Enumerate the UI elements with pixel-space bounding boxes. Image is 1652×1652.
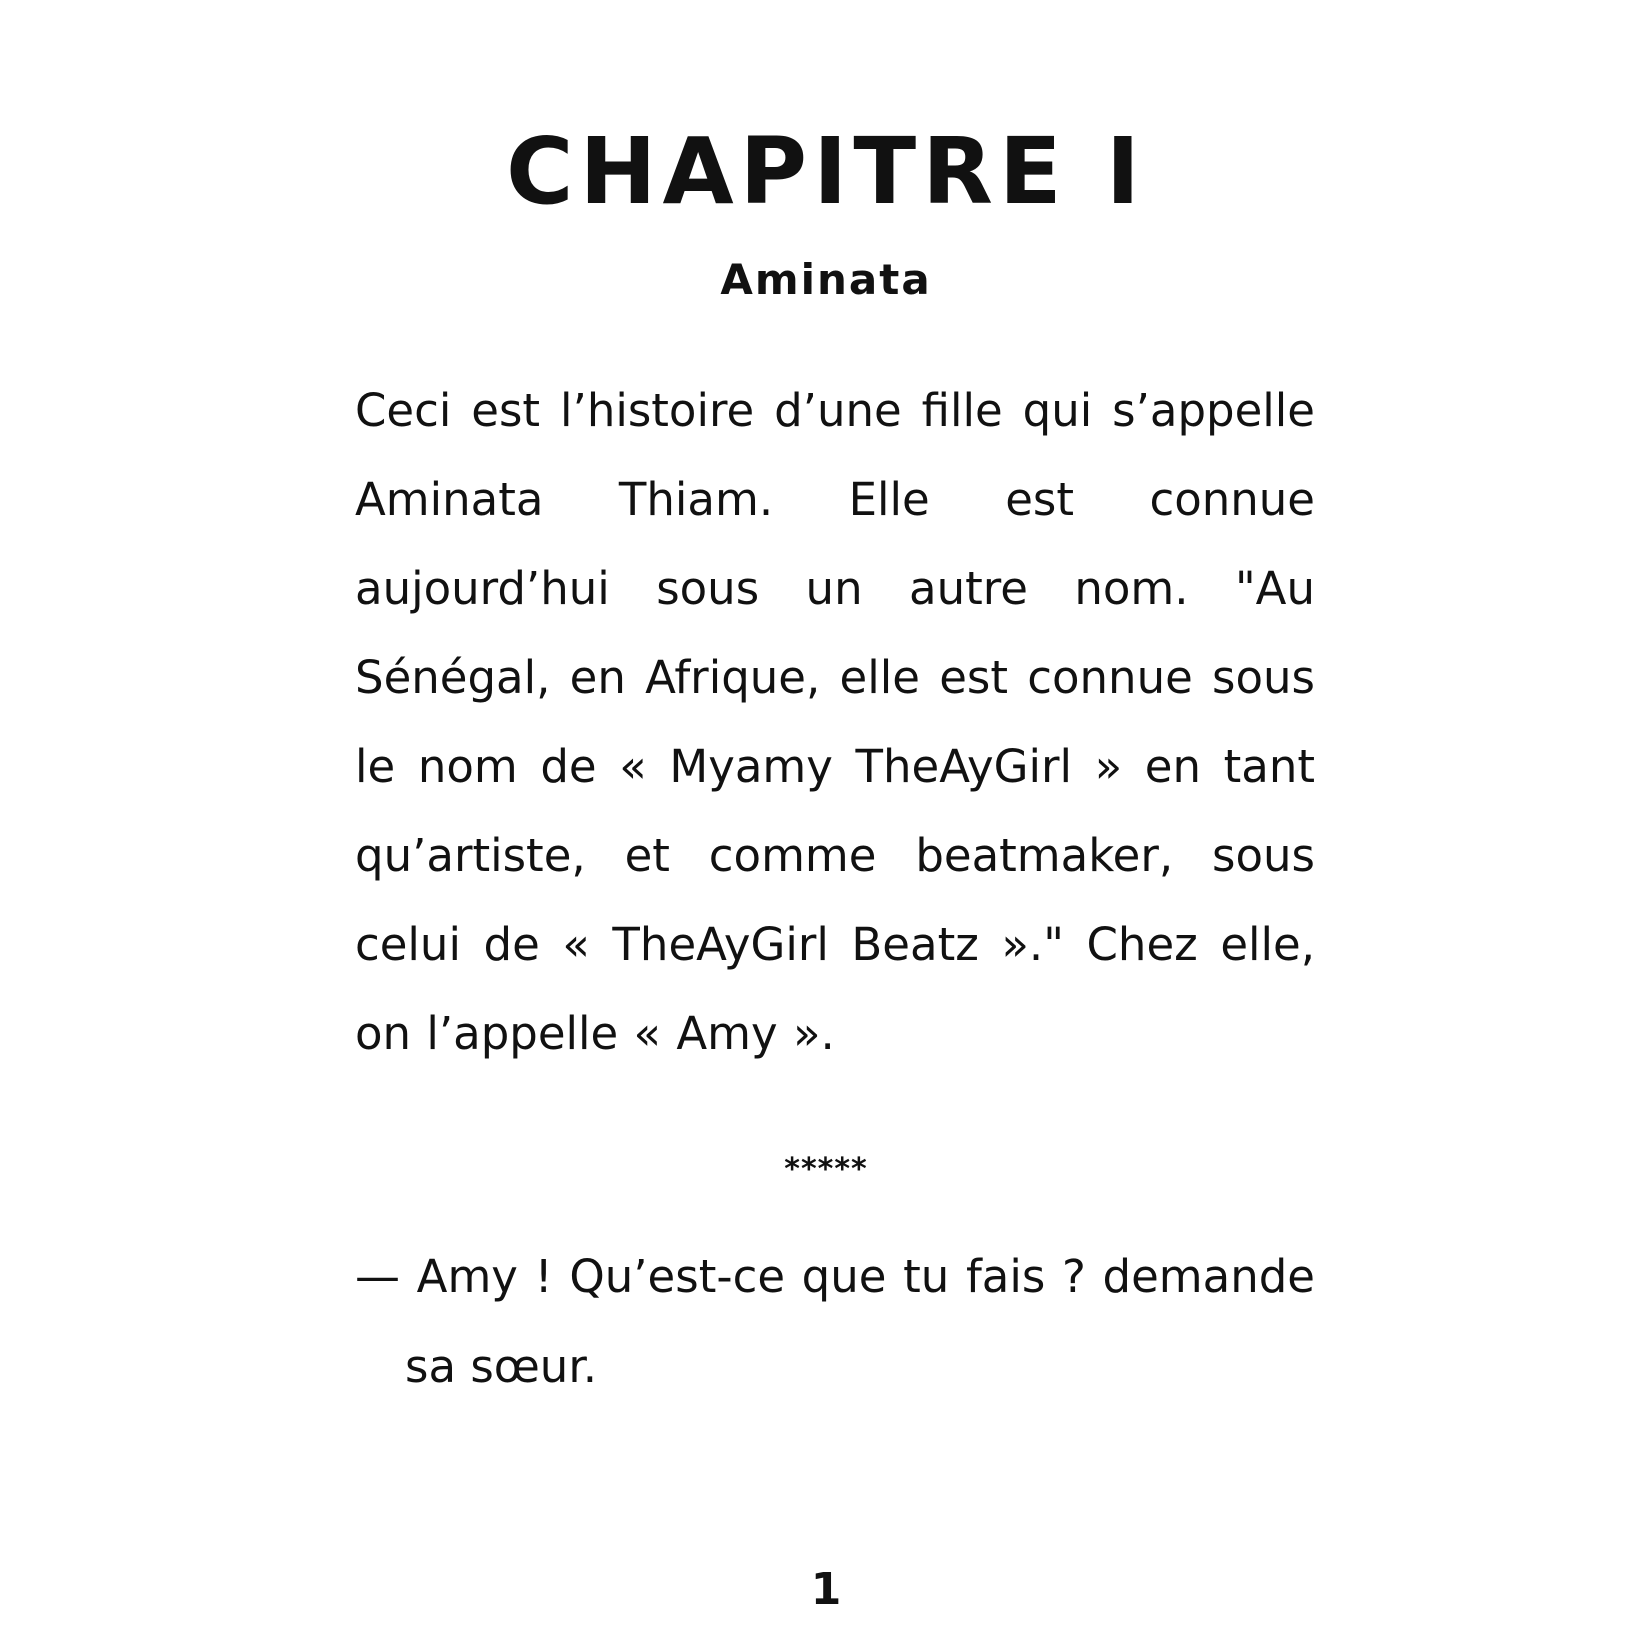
chapter-title: CHAPITRE I [505, 118, 1147, 225]
dialogue-line: — Amy ! Qu’est-ce que tu fais ? demande sa sœur. [355, 1250, 1315, 1393]
chapter-subtitle: Aminata [720, 255, 932, 304]
section-separator: ***** [784, 1152, 868, 1187]
body-paragraph: Ceci est l’histoire d’une fille qui s’appelle Aminata Thiam. Elle est connue aujourd’hui sous un autre nom. "Au Sénégal, en Afrique, elle est connue sous le nom de « Myamy TheAyGirl » en tant qu’artiste, et comme beatmaker, sous celui de « TheAyGirl Beatz »." Chez elle, on l’appelle « Amy ». [355, 384, 1315, 1060]
page-number: 1 [810, 1564, 842, 1615]
